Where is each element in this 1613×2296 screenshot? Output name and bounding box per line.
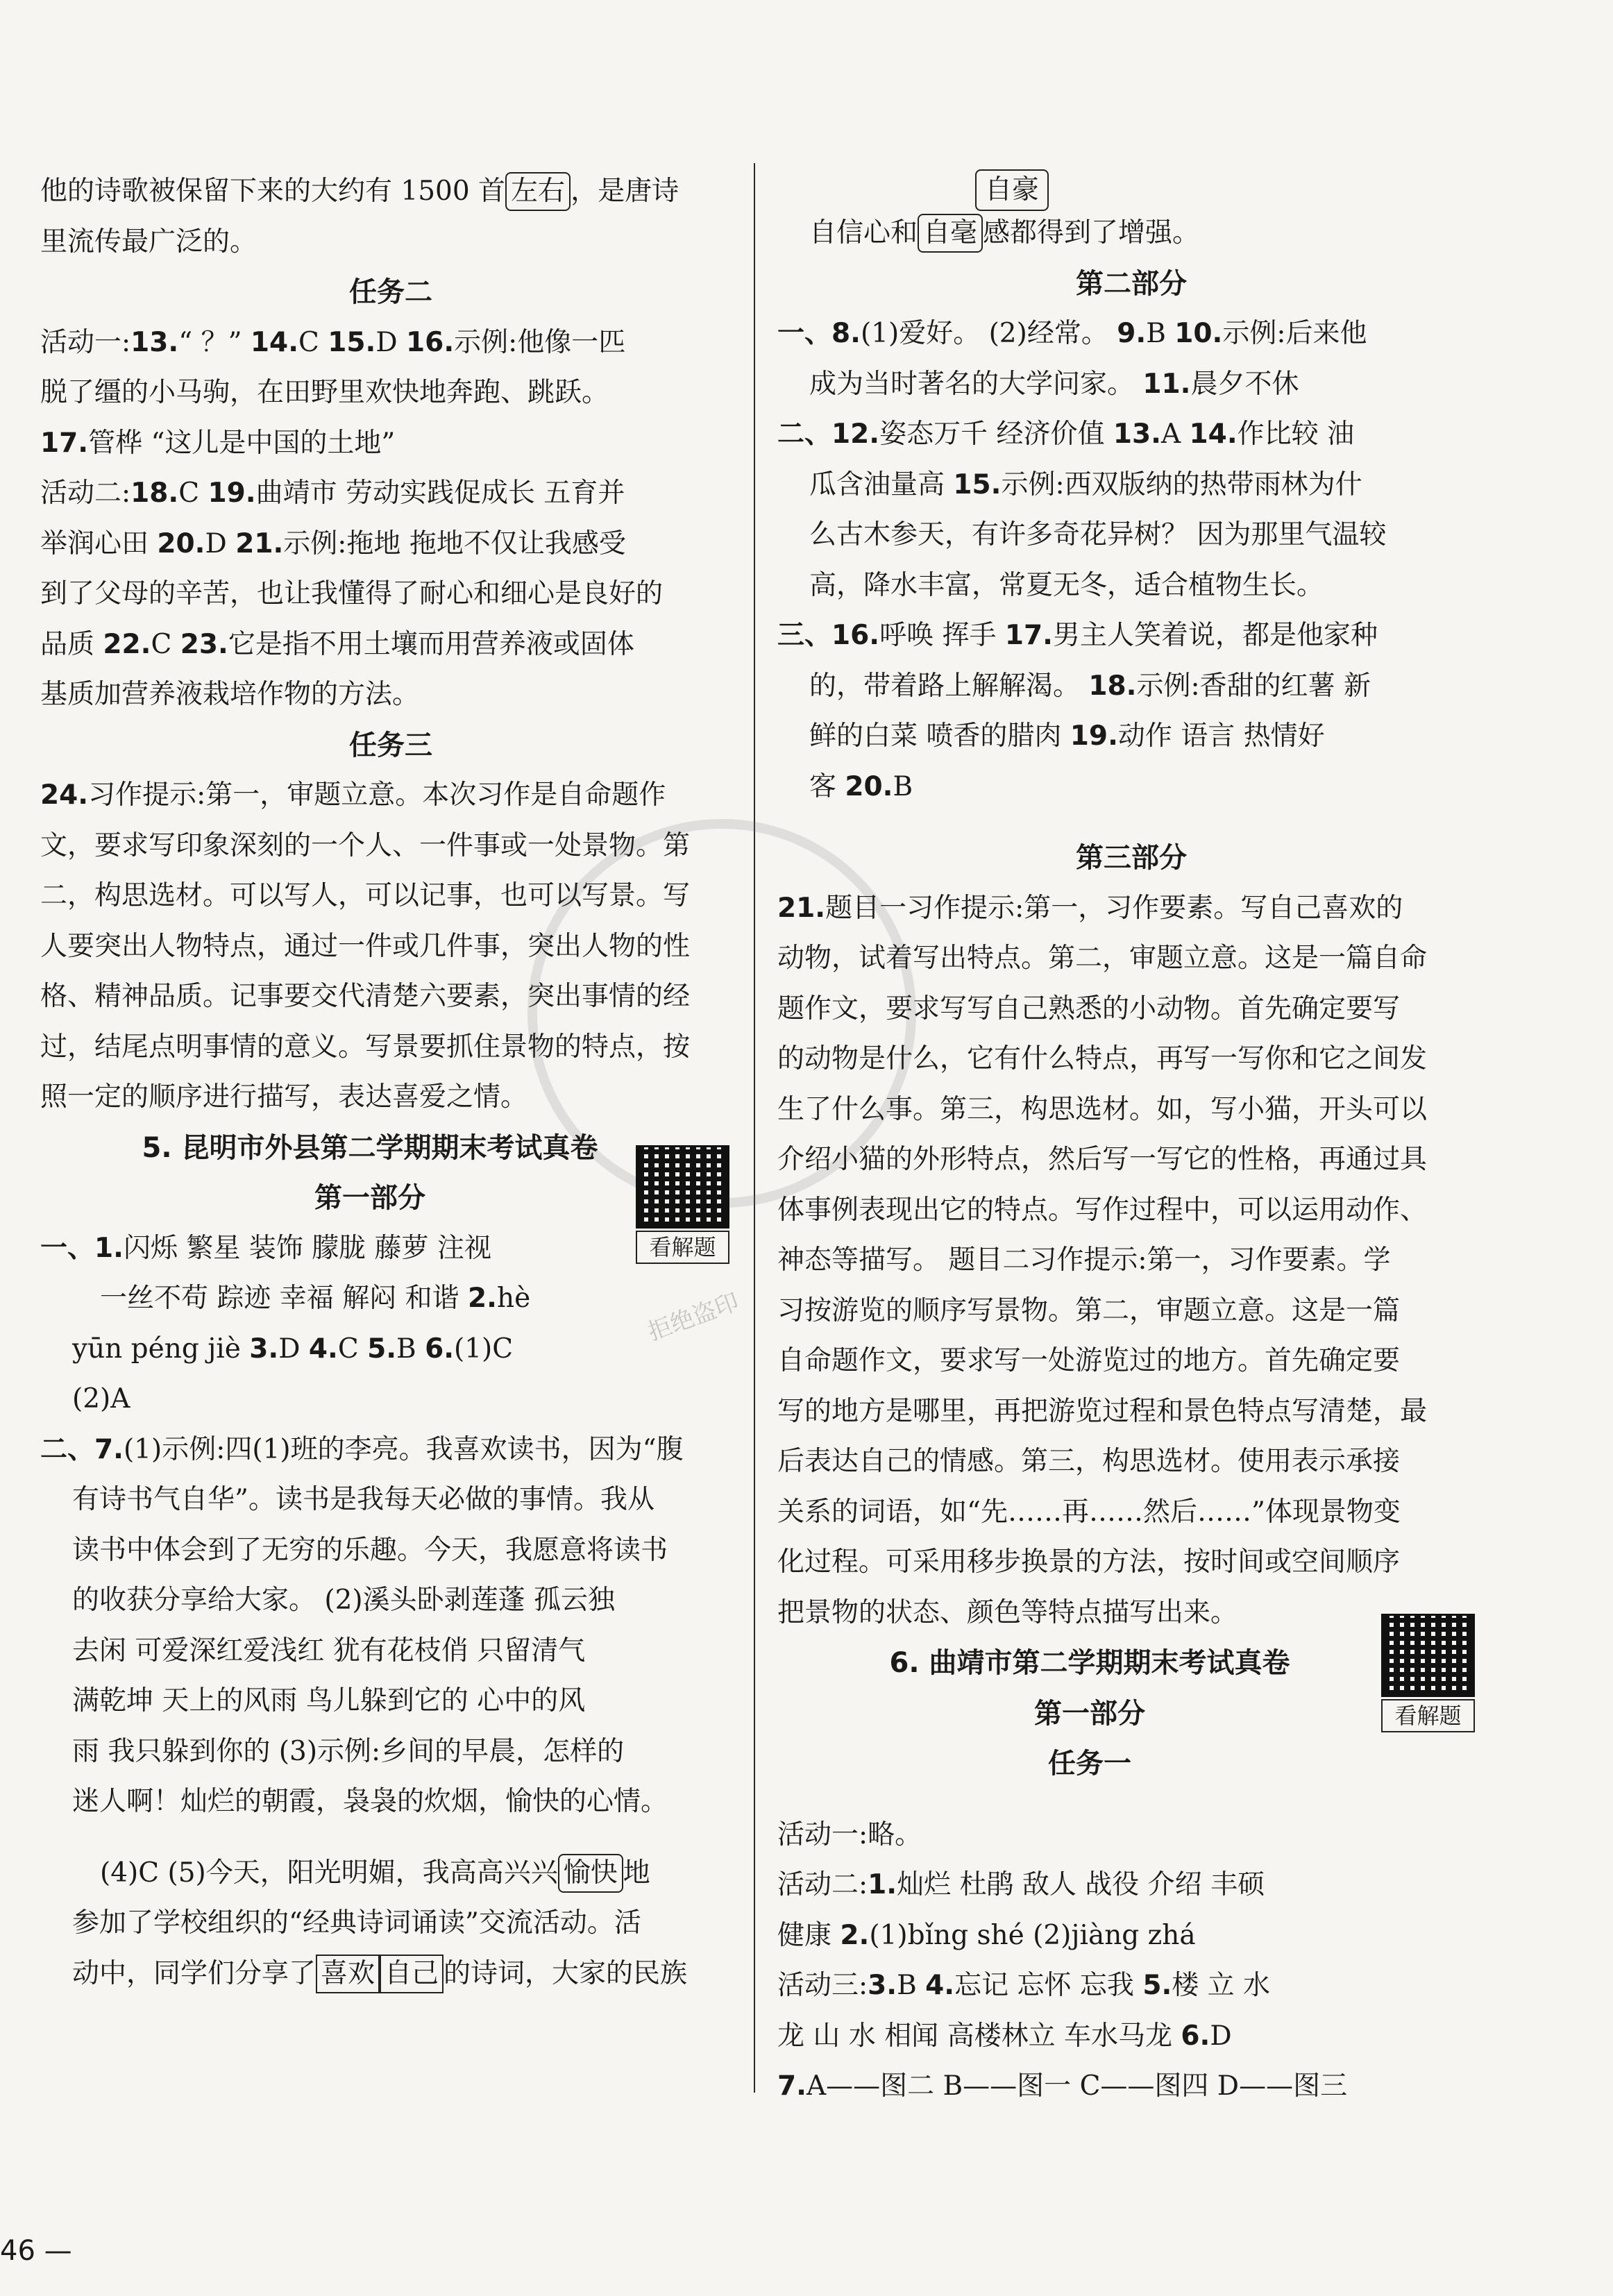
qr-code-icon [636,1145,729,1229]
qr-caption: 看解题 [636,1231,729,1264]
part-heading: 第一部分 [1034,1697,1145,1730]
text-line: 一、1.闪烁 繁星 装饰 朦胧 藤萝 注视 [40,1232,491,1264]
text-line: (2)A [72,1383,130,1415]
text-line: 题作文，要求写写自己熟悉的小动物。首先确定要写 [777,993,1401,1024]
text-line: 把景物的状态、颜色等特点描写出来。 [777,1596,1238,1628]
text-line: 人要突出人物特点，通过一件或几件事，突出人物的性 [40,930,691,962]
text-line: 生了什么事。第三，构思选材。如，写小猫，开头可以 [777,1093,1428,1125]
text-line: 二、12.姿态万千 经济价值 13.A 14.作比较 油 [777,419,1355,450]
text-line: 格、精神品质。记事要交代清楚六要素，突出事情的经 [40,981,691,1012]
correction-box: 愉快 [558,1854,623,1893]
left-column [40,167,741,1999]
text-line: 照一定的顺序进行描写，表达喜爱之情。 [40,1081,528,1113]
text-line: 17.管桦 “这儿是中国的土地” [40,427,396,459]
text-line: 活动一:略。 [777,1818,922,1850]
exam-title-6: 6. 曲靖市第二学期期末考试真卷 [889,1647,1290,1679]
text-line: 活动三:3.B 4.忘记 忘怀 忘我 5.楼 立 水 [777,1970,1271,2001]
text-line: 参加了学校组织的“经典诗词诵读”交流活动。活 [72,1907,641,1939]
text-line: 动中，同学们分享了 喜欢 自己 的诗词，大家的民族 [40,1949,741,2000]
text-line: 成为当时著名的大学问家。 11.晨夕不休 [809,368,1299,400]
text-line: 写的地方是哪里，再把游览过程和景色特点写清楚，最 [777,1395,1428,1427]
text-line: 活动二:18.C 19.曲靖市 劳动实践促成长 五育并 [40,478,625,509]
text-line: 举润心田 20.D 21.示例:拖地 拖地不仅让我感受 [40,527,626,559]
text-line: 雨 我只躲到你的 (3)示例:乡间的早晨，怎样的 [72,1735,625,1767]
text-line: 里流传最广泛的。 [40,226,257,258]
text-line: 后表达自己的情感。第三，构思选材。使用表示承接 [777,1446,1401,1477]
text-line: 客 20.B [809,770,913,802]
text-line: 动物，试着写出特点。第二，审题立意。这是一篇自命 [777,943,1428,974]
text-line: 文，要求写印象深刻的一个人、一件事或一处景物。第 [40,829,691,861]
text-line: 一、8.(1)爱好。 (2)经常。 9.B 10.示例:后来他 [777,318,1367,349]
text-line: 满乾坤 天上的风雨 鸟儿躲到它的 心中的风 [72,1685,586,1716]
text-line: 龙 山 水 相闻 高楼林立 车水马龙 6.D [777,2020,1232,2052]
part-heading: 第一部分 [314,1182,425,1214]
qr-code-icon [1381,1614,1475,1697]
text-line: 有诗书气自华”。读书是我每天必做的事情。我从 [72,1484,655,1515]
text-line: 化过程。可采用移步换景的方法，按时间或空间顺序 [777,1546,1401,1578]
text-line: 健康 2.(1)bǐng shé (2)jiàng zhá [777,1919,1196,1951]
text-line: 品质 22.C 23.它是指不用土壤而用营养液或固体 [40,628,634,660]
text-line: 一丝不苟 踪迹 幸福 解闷 和谐 2.hè [100,1283,531,1314]
text-line: 迷人啊！灿烂的朝霞，袅袅的炊烟，愉快的心情。 [72,1786,668,1817]
part-heading: 第三部分 [1076,842,1187,874]
correction-box: 自毫 [918,214,983,253]
text-line: 他的诗歌被保留下来的大约有 1500 首 左右 ，是唐诗 [40,167,741,217]
text-line: 基质加营养液栽培作物的方法。 [40,679,420,710]
text-line: 活动一:13.“ ？” 14.C 15.D 16.示例:他像一匹 [40,326,626,358]
text-line: (4)C (5)今天，阳光明媚，我高高兴兴 愉快 地 [40,1848,741,1899]
qr-code-exam5[interactable] [636,1145,729,1264]
text-line: 三、16.呼唤 挥手 17.男主人笑着说，都是他家种 [777,620,1378,651]
page-number: 46 — [0,2235,72,2267]
text-line: 7.A——图二 B——图一 C——图四 D——图三 [777,2070,1348,2102]
correction-box: 自己 [380,1955,444,1993]
section-heading-task3: 任务三 [349,729,432,761]
right-column [777,165,1485,2112]
text-line: 24.习作提示:第一，审题立意。本次习作是自命题作 [40,779,666,811]
text-line: 鲜的白菜 喷香的腊肉 19.动作 语言 热情好 [809,720,1325,752]
text-line: 二、7.(1)示例:四(1)班的李亮。我喜欢读书，因为“腹 [40,1433,684,1465]
section-heading-task2: 任务二 [349,276,432,308]
text-line: 习按游览的顺序写景物。第二，审题立意。这是一篇 [777,1294,1401,1326]
text-line: 么古木参天，有许多奇花异树？ 因为那里气温较 [809,519,1387,550]
text-line: 的动物是什么，它有什么特点，再写一写你和它之间发 [777,1043,1428,1074]
text-line: 到了父母的辛苦，也让我懂得了耐心和细心是良好的 [40,578,664,609]
text-line: 脱了缰的小马驹，在田野里欢快地奔跑、跳跃。 [40,377,609,408]
part-heading: 第二部分 [1076,267,1187,300]
text-line: 关系的词语，如“先……再……然后……”体现景物变 [777,1496,1401,1528]
qr-caption: 看解题 [1381,1699,1475,1732]
text-line: 去闲 可爱深红爱浅红 犹有花枝俏 只留清气 [72,1635,586,1666]
text-line: 神态等描写。 题目二习作提示:第一，习作要素。学 [777,1244,1391,1276]
text-line: 活动二:1.灿烂 杜鹃 敌人 战役 介绍 丰硕 [777,1869,1265,1900]
text-line: 高，降水丰富，常夏无冬，适合植物生长。 [809,569,1324,601]
text-line: 自命题作文，要求写一处游览过的地方。首先确定要 [777,1345,1401,1376]
text-line: 二，构思选材。可以写人，可以记事，也可以写景。写 [40,880,691,911]
text-line: 读书中体会到了无穷的乐趣。今天，我愿意将读书 [72,1534,668,1566]
correction-box: 左右 [505,172,571,211]
text-line: yūn péng jiè 3.D 4.C 5.B 6.(1)C [72,1333,514,1365]
exam-title-5: 5. 昆明市外县第二学期期末考试真卷 [142,1131,598,1164]
section-heading-task1: 任务一 [1048,1748,1131,1780]
text-line: 21.题目一习作提示:第一，习作要素。写自己喜欢的 [777,892,1403,924]
text-line: 过，结尾点明事情的意义。写景要抓住景物的特点，按 [40,1031,691,1063]
text-line: 自信心和 自毫 感都得到了增强。 [777,208,1485,259]
text-line: 的，带着路上解解渴。 18.示例:香甜的红薯 新 [809,670,1371,702]
qr-code-exam6[interactable] [1381,1614,1475,1732]
text-line: 瓜含油量高 15.示例:西双版纳的热带雨林为什 [809,469,1362,500]
text-line: 的收获分享给大家。 (2)溪头卧剥莲蓬 孤云独 [72,1585,616,1616]
correction-box: 喜欢 [316,1955,380,1993]
text-line: 介绍小猫的外形特点，然后写一写它的性格，再通过具 [777,1144,1428,1175]
watermark-text: 拒绝盗印 [644,1288,743,1347]
correction-note: 自豪 [777,165,1485,208]
text-line: 体事例表现出它的特点。写作过程中，可以运用动作、 [777,1194,1428,1226]
